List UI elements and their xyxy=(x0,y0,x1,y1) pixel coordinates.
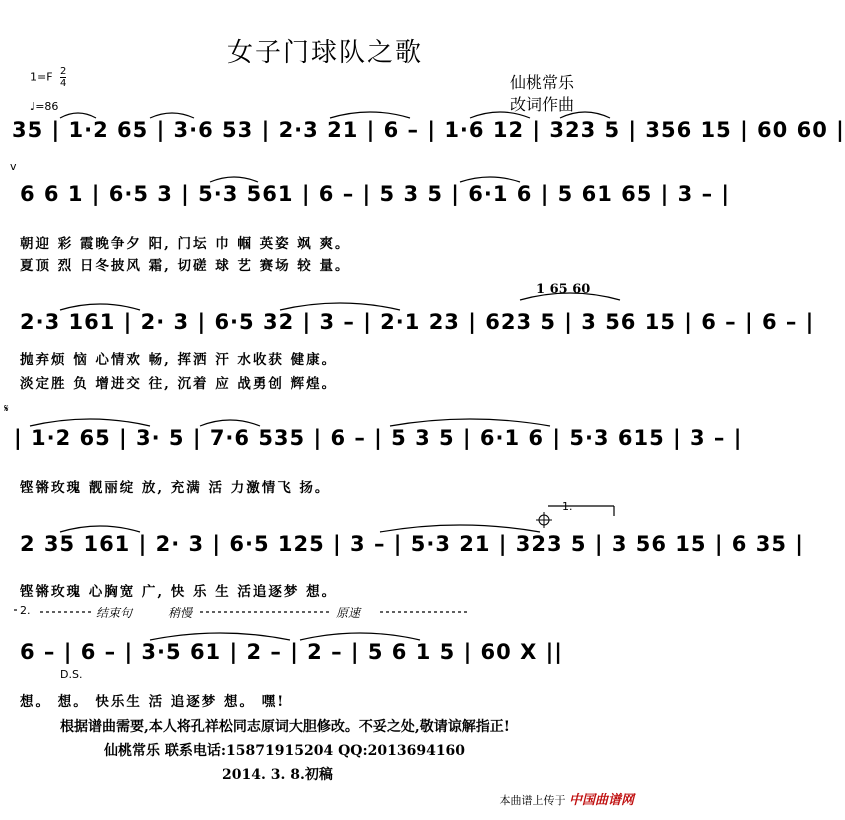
notation-line-5: 2 35 161 | 2· 3 | 6·5 125 | 3 – | 5·3 21 | 323 5 | 3 56 15 | 6 35 | xyxy=(20,532,804,556)
key-label: 1=F xyxy=(30,70,53,84)
time-top: 2 xyxy=(60,66,67,77)
slur xyxy=(280,303,400,310)
notation-line-2: 6 6 1 | 6·5 3 | 5·3 561 | 6 – | 5 3 5 | 6·1 6 | 5 61 65 | 3 – | xyxy=(20,182,731,206)
slur xyxy=(560,112,610,118)
footer-contact: 仙桃常乐 联系电话:15871915204 QQ:2013694160 xyxy=(104,743,466,759)
slur xyxy=(150,633,290,640)
ending-label: 结束句 xyxy=(96,606,133,620)
lyric-line-4: 铿锵玫瑰 靓丽绽 放, 充满 活 力激情飞 扬。 xyxy=(20,480,331,496)
slur xyxy=(330,112,410,118)
segno-sign: 𝄋 xyxy=(4,402,9,415)
song-title: 女子门球队之歌 xyxy=(226,38,423,68)
footer-date: 2014. 3. 8.初稿 xyxy=(222,767,333,783)
slur xyxy=(60,526,140,532)
slur xyxy=(200,420,260,426)
lyric-line-2a: 朝迎 彩 霞晚争夕 阳, 门坛 巾 帼 英姿 飒 爽。 xyxy=(20,236,351,252)
notation-line-1: 35 | 1·2 65 | 3·6 53 | 2·3 21 | 6 – | 1·6 12 | 323 5 | 356 15 | 60 60 | xyxy=(12,118,845,142)
slur xyxy=(60,304,140,310)
credit-line-2: 改词作曲 xyxy=(510,95,575,114)
slur xyxy=(380,525,540,532)
slur xyxy=(210,177,258,182)
lyric-line-2b: 夏顶 烈 日冬披风 霜, 切磋 球 艺 赛场 较 量。 xyxy=(20,258,351,274)
slur xyxy=(390,419,550,426)
lyric-line-5: 铿锵玫瑰 心胸宽 广, 快 乐 生 活追逐梦 想。 xyxy=(20,584,338,600)
lyric-line-6: 想。 想。 快乐生 活 追逐梦 想。 嘿! xyxy=(20,694,286,710)
slur xyxy=(470,112,530,118)
slur xyxy=(300,633,420,640)
slur xyxy=(460,177,520,182)
notation-line-4: | 1·2 65 | 3· 5 | 7·6 535 | 6 – | 5 3 5 | 6·1 6 | 5·3 615 | 3 – | xyxy=(14,426,743,450)
ossia-notes: 1 65 60 xyxy=(536,282,591,297)
volta-2-label: 2. xyxy=(20,604,31,617)
upload-label: 本曲谱上传于 xyxy=(499,794,566,807)
site-logo[interactable]: 中国曲谱网 xyxy=(568,793,634,808)
lyric-line-3a: 抛弃烦 恼 心情欢 畅, 挥洒 汗 水收获 健康。 xyxy=(20,352,338,368)
slow-label: 稍慢 xyxy=(168,606,193,620)
tempo-back-label: 原速 xyxy=(336,606,361,620)
lyric-line-3b: 淡定胜 负 增进交 往, 沉着 应 战勇创 辉煌。 xyxy=(20,376,338,392)
volta-1-label: 1. xyxy=(562,500,573,513)
slur xyxy=(60,113,96,118)
slur xyxy=(30,419,150,426)
slur xyxy=(150,113,194,118)
notation-line-6: 6 – | 6 – | 3·5 61 | 2 – | 2 – | 5 6 1 5 | 60 X || xyxy=(20,640,563,664)
time-bottom: 4 xyxy=(60,78,67,89)
ossia-slur xyxy=(520,293,620,300)
tempo-mark: ♩=86 xyxy=(30,100,59,113)
breath-mark: v xyxy=(10,160,17,173)
footer-note: 根据谱曲需要,本人将孔祥松同志原词大胆修改。不妥之处,敬请谅解指正! xyxy=(60,719,510,735)
credit-line-1: 仙桃常乐 xyxy=(510,73,575,92)
ds-mark: D.S. xyxy=(60,668,83,681)
notation-line-3: 2·3 161 | 2· 3 | 6·5 32 | 3 – | 2·1 23 | 623 5 | 3 56 15 | 6 – | 6 – | xyxy=(20,310,815,334)
